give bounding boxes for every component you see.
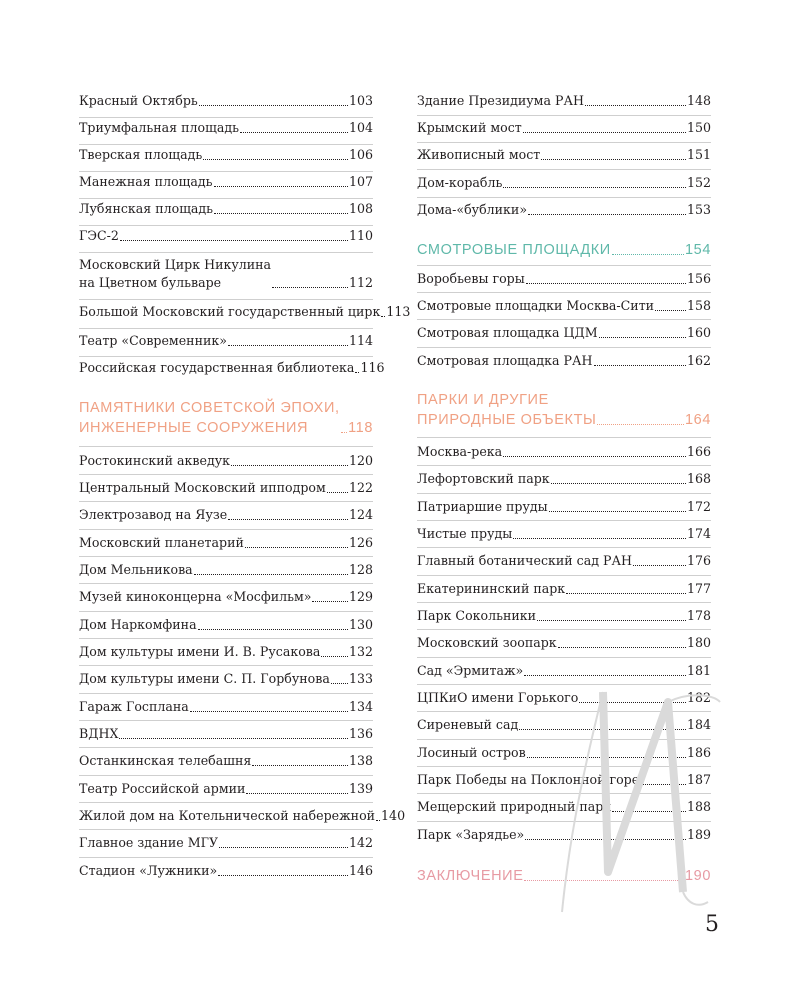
toc-entry-page: 106 — [348, 147, 373, 162]
toc-entry-title: Московский зоопарк — [417, 635, 557, 650]
toc-entry-page: 148 — [686, 93, 711, 108]
toc-entry-title: Театр Российской армии — [79, 781, 246, 796]
dot-leader — [119, 738, 348, 739]
toc-entry[interactable] — [417, 201, 711, 219]
dot-leader — [523, 132, 686, 133]
toc-entry-title: Мещерский природный парк — [417, 799, 612, 814]
toc-entry[interactable] — [79, 119, 373, 137]
toc-entry[interactable] — [79, 807, 406, 825]
divider — [79, 117, 373, 118]
section-title-line: ИНЖЕНЕРНЫЕ СООРУЖЕНИЯ — [79, 420, 309, 436]
toc-entry-title: Дом Мельникова — [79, 562, 193, 577]
dot-leader — [194, 574, 348, 575]
divider — [417, 629, 711, 630]
divider — [79, 252, 373, 253]
divider — [79, 474, 373, 475]
toc-entry-title: Лубянская площадь — [79, 201, 214, 216]
toc-entry-page: 166 — [686, 444, 711, 459]
divider — [417, 602, 711, 603]
toc-entry-title: Екатерининский парк — [417, 581, 566, 596]
toc-entry-page: 151 — [686, 147, 711, 162]
dot-leader — [579, 702, 686, 703]
dot-leader — [612, 811, 686, 812]
section-title — [417, 390, 596, 430]
toc-entry[interactable] — [79, 616, 373, 634]
toc-entry-page: 158 — [686, 298, 711, 313]
dot-leader — [528, 214, 686, 215]
toc-entry-page: 108 — [348, 201, 373, 216]
toc-entry[interactable] — [417, 443, 711, 461]
toc-entry-title: Московский планетарий — [79, 535, 244, 550]
toc-entry-title: Гараж Госплана — [79, 699, 189, 714]
divider — [79, 857, 373, 858]
toc-entry-page: 189 — [686, 827, 711, 842]
section-title: СМОТРОВЫЕ ПЛОЩАДКИ — [417, 242, 611, 258]
divider — [79, 356, 373, 357]
dot-leader — [321, 656, 348, 657]
dot-leader — [655, 310, 686, 311]
dot-leader — [519, 729, 686, 730]
section-page: 190 — [685, 868, 711, 884]
toc-entry-page: 182 — [686, 690, 711, 705]
divider — [79, 299, 373, 300]
toc-entry-title: Дом-корабль — [417, 175, 503, 190]
divider — [417, 575, 711, 576]
dot-leader — [612, 254, 684, 255]
toc-entry[interactable] — [79, 698, 373, 716]
toc-entry-title: ГЭС-2 — [79, 228, 119, 243]
section-page: 164 — [685, 412, 711, 428]
dot-leader — [566, 593, 686, 594]
toc-entry-page: 168 — [686, 471, 711, 486]
toc-entry-page: 156 — [686, 271, 711, 286]
toc-entry-title: Большой Московский государственный цирк — [79, 304, 381, 319]
toc-entry-title: Центральный Московский ипподром — [79, 480, 326, 495]
toc-entry-page: 181 — [686, 663, 711, 678]
toc-entry-title: Триумфальная площадь — [79, 120, 239, 135]
toc-entry-page: 126 — [348, 535, 373, 550]
divider — [417, 347, 711, 348]
toc-entry[interactable] — [79, 561, 373, 579]
toc-entry-page: 132 — [348, 644, 373, 659]
toc-entry-title: Российская государственная библиотека — [79, 360, 355, 375]
toc-entry-page: 103 — [348, 93, 373, 108]
toc-entry-page: 160 — [686, 325, 711, 340]
dot-leader — [633, 565, 686, 566]
dot-leader — [558, 647, 686, 648]
toc-entry[interactable] — [417, 352, 711, 370]
dot-leader — [541, 159, 686, 160]
toc-entry[interactable] — [417, 470, 711, 488]
divider — [79, 775, 373, 776]
toc-entry[interactable] — [79, 227, 373, 245]
toc-entry-title: Главное здание МГУ — [79, 835, 219, 850]
divider — [417, 437, 711, 438]
section-page: 118 — [348, 420, 373, 436]
section-heading[interactable] — [417, 866, 711, 886]
dot-leader — [341, 432, 347, 433]
divider — [79, 198, 373, 199]
dot-leader — [231, 465, 348, 466]
toc-entry-page: 122 — [348, 480, 373, 495]
toc-entry-title: Дома-«бублики» — [417, 202, 528, 217]
toc-entry-title: Останкинская телебашня — [79, 753, 252, 768]
toc-entry-page: 142 — [348, 835, 373, 850]
dot-leader — [524, 880, 684, 881]
toc-entry[interactable] — [417, 146, 711, 164]
toc-entry[interactable] — [79, 359, 385, 377]
dot-leader — [252, 765, 348, 766]
toc-entry-page: 128 — [348, 562, 373, 577]
divider — [417, 821, 711, 822]
toc-entry-title: Стадион «Лужники» — [79, 863, 218, 878]
section-heading[interactable] — [417, 390, 711, 430]
dot-leader — [312, 601, 347, 602]
dot-leader — [190, 711, 348, 712]
toc-entry-page: 188 — [686, 799, 711, 814]
toc-entry-page: 153 — [686, 202, 711, 217]
toc-entry-page: 174 — [686, 526, 711, 541]
divider — [417, 493, 711, 494]
divider — [79, 829, 373, 830]
divider — [417, 520, 711, 521]
dot-leader — [198, 629, 348, 630]
toc-entry-title: Дом культуры имени И. В. Русакова — [79, 644, 321, 659]
toc-entry[interactable] — [79, 670, 373, 688]
toc-entry-title: Ростокинский акведук — [79, 453, 230, 468]
toc-entry-page: 112 — [348, 275, 373, 290]
toc-entry[interactable] — [417, 498, 711, 516]
divider — [417, 197, 711, 198]
toc-entry-title: Парк «Зарядье» — [417, 827, 525, 842]
toc-entry-title: Музей киноконцерна «Мосфильм» — [79, 589, 312, 604]
toc-entry-title: Чистые пруды — [417, 526, 513, 541]
divider — [417, 739, 711, 740]
section-heading[interactable] — [79, 398, 373, 438]
toc-entry-title: Патриаршие пруды — [417, 499, 548, 514]
divider — [79, 611, 373, 612]
toc-entry[interactable] — [417, 324, 711, 342]
toc-entry-page: 134 — [348, 699, 373, 714]
toc-entry-page: 150 — [686, 120, 711, 135]
dot-leader — [503, 456, 686, 457]
toc-entry-title-line: Московский Цирк Никулина — [79, 257, 272, 272]
toc-entry[interactable] — [79, 643, 373, 661]
toc-entry-title: ВДНХ — [79, 726, 119, 741]
toc-entry-title: Смотровые площадки Москва-Сити — [417, 298, 655, 313]
toc-entry-page: 104 — [348, 120, 373, 135]
divider — [79, 529, 373, 530]
toc-entry[interactable] — [417, 607, 711, 625]
toc-entry[interactable] — [417, 92, 711, 110]
toc-entry[interactable] — [79, 725, 373, 743]
toc-entry[interactable] — [79, 588, 373, 606]
toc-entry-title: Сад «Эрмитаж» — [417, 663, 524, 678]
toc-entry-title: Воробьевы горы — [417, 271, 525, 286]
section-page: 154 — [685, 242, 711, 258]
toc-entry-page: 146 — [348, 863, 373, 878]
divider — [79, 665, 373, 666]
toc-entry[interactable] — [417, 297, 711, 315]
dot-leader — [272, 287, 348, 288]
toc-entry[interactable] — [417, 552, 711, 570]
toc-entry[interactable] — [79, 452, 373, 470]
toc-entry-title: Москва-река — [417, 444, 503, 459]
dot-leader — [228, 519, 348, 520]
toc-entry[interactable] — [417, 662, 711, 680]
toc-entry-page: 116 — [360, 360, 385, 375]
divider — [79, 802, 373, 803]
divider — [417, 142, 711, 143]
dot-leader — [214, 186, 348, 187]
dot-leader — [327, 492, 348, 493]
toc-entry[interactable] — [79, 332, 373, 350]
divider — [417, 793, 711, 794]
dot-leader — [503, 187, 686, 188]
toc-entry-title: Парк Сокольники — [417, 608, 537, 623]
divider — [79, 556, 373, 557]
toc-entry[interactable] — [417, 771, 711, 789]
toc-entry[interactable] — [417, 634, 711, 652]
dot-leader — [599, 337, 686, 338]
toc-entry-title: Жилой дом на Котельнической набережной — [79, 808, 376, 823]
dot-leader — [355, 372, 359, 373]
toc-entry[interactable] — [417, 826, 711, 844]
dot-leader — [331, 683, 348, 684]
dot-leader — [551, 483, 686, 484]
divider — [79, 328, 373, 329]
divider — [417, 319, 711, 320]
toc-entry-page: 152 — [686, 175, 711, 190]
toc-entry-title: Парк Победы на Поклонной горе — [417, 772, 640, 787]
section-title: ЗАКЛЮЧЕНИЕ — [417, 868, 524, 884]
divider — [79, 638, 373, 639]
toc-entry-page: 178 — [686, 608, 711, 623]
dot-leader — [640, 784, 686, 785]
toc-entry-title: Смотровая площадка ЦДМ — [417, 325, 598, 340]
toc-entry-page: 139 — [348, 781, 373, 796]
toc-entry-title: Сиреневый сад — [417, 717, 519, 732]
toc-entry-page: 110 — [348, 228, 373, 243]
divider — [79, 501, 373, 502]
toc-entry-page: 120 — [348, 453, 373, 468]
divider — [79, 583, 373, 584]
dot-leader — [524, 675, 686, 676]
toc-entry-title: Лефортовский парк — [417, 471, 550, 486]
dot-leader — [246, 793, 348, 794]
toc-entry[interactable] — [79, 862, 373, 880]
dot-leader — [218, 875, 348, 876]
dot-leader — [203, 159, 348, 160]
toc-entry-title: Манежная площадь — [79, 174, 213, 189]
toc-entry-page: 138 — [348, 753, 373, 768]
divider — [417, 766, 711, 767]
divider — [417, 115, 711, 116]
toc-entry-page: 172 — [686, 499, 711, 514]
toc-entry[interactable] — [417, 174, 711, 192]
toc-entry[interactable] — [417, 744, 711, 762]
dot-leader — [219, 847, 348, 848]
toc-entry-title — [79, 256, 271, 292]
toc-entry-page: 124 — [348, 507, 373, 522]
dot-leader — [527, 757, 686, 758]
toc-entry[interactable] — [79, 834, 373, 852]
dot-leader — [376, 820, 380, 821]
toc-entry[interactable] — [79, 92, 373, 110]
toc-entry[interactable] — [79, 780, 373, 798]
divider — [417, 547, 711, 548]
toc-entry-page: 129 — [348, 589, 373, 604]
section-title-line: ПАРКИ И ДРУГИЕ — [417, 392, 549, 408]
toc-entry[interactable] — [417, 525, 711, 543]
toc-entry-page: 133 — [348, 671, 373, 686]
section-title-line: ПРИРОДНЫЕ ОБЪЕКТЫ — [417, 412, 597, 428]
toc-entry-title: Смотровая площадка РАН — [417, 353, 593, 368]
dot-leader — [214, 213, 348, 214]
section-heading[interactable] — [417, 240, 711, 260]
divider — [79, 446, 373, 447]
dot-leader — [549, 511, 686, 512]
toc-entry-title: Живописный мост — [417, 147, 541, 162]
toc-entry-page: 140 — [381, 808, 406, 823]
toc-entry-page: 162 — [686, 353, 711, 368]
toc-entry-page: 186 — [686, 745, 711, 760]
toc-entry-title: Красный Октябрь — [79, 93, 198, 108]
section-title — [79, 398, 340, 438]
dot-leader — [585, 105, 686, 106]
toc-entry[interactable] — [417, 580, 711, 598]
dot-leader — [526, 283, 686, 284]
toc-entry[interactable] — [417, 798, 711, 816]
toc-entry[interactable] — [79, 200, 373, 218]
toc-entry[interactable] — [79, 256, 373, 292]
toc-entry-page: 180 — [686, 635, 711, 650]
toc-entry-title: ЦПКиО имени Горького — [417, 690, 579, 705]
toc-entry-title: Здание Президиума РАН — [417, 93, 584, 108]
toc-entry[interactable] — [79, 506, 373, 524]
toc-entry[interactable] — [79, 303, 411, 321]
dot-leader — [228, 345, 348, 346]
dot-leader — [120, 240, 348, 241]
divider — [79, 693, 373, 694]
dot-leader — [199, 105, 348, 106]
dot-leader — [245, 547, 348, 548]
dot-leader — [525, 839, 686, 840]
toc-entry[interactable] — [79, 534, 373, 552]
divider — [79, 171, 373, 172]
toc-entry-title: Лосиный остров — [417, 745, 526, 760]
toc-entry-page: 113 — [386, 304, 411, 319]
toc-entry-page: 136 — [348, 726, 373, 741]
dot-leader — [240, 132, 348, 133]
toc-entry-title: Дом культуры имени С. П. Горбунова — [79, 671, 330, 686]
divider — [417, 292, 711, 293]
toc-entry[interactable] — [417, 119, 711, 137]
toc-entry[interactable] — [79, 479, 373, 497]
divider — [417, 657, 711, 658]
toc-entry-title: Главный ботанический сад РАН — [417, 553, 632, 568]
toc-entry[interactable] — [79, 146, 373, 164]
dot-leader — [381, 316, 385, 317]
divider — [417, 265, 711, 266]
toc-entry-page: 114 — [348, 333, 373, 348]
divider — [79, 225, 373, 226]
section-title-line: ПАМЯТНИКИ СОВЕТСКОЙ ЭПОХИ, — [79, 400, 340, 416]
divider — [79, 720, 373, 721]
toc-entry[interactable] — [79, 173, 373, 191]
toc-entry-page: 107 — [348, 174, 373, 189]
toc-entry-title: Тверская площадь — [79, 147, 203, 162]
dot-leader — [513, 538, 686, 539]
page-number: 5 — [705, 912, 719, 937]
toc-entry-page: 177 — [686, 581, 711, 596]
toc-entry-title: Электрозавод на Яузе — [79, 507, 228, 522]
toc-entry-page: 176 — [686, 553, 711, 568]
toc-entry-title-line: на Цветном бульваре — [79, 275, 222, 290]
toc-entry-page: 130 — [348, 617, 373, 632]
divider — [79, 144, 373, 145]
toc-entry[interactable] — [79, 752, 373, 770]
divider — [417, 169, 711, 170]
toc-entry-title: Дом Наркомфина — [79, 617, 197, 632]
divider — [417, 684, 711, 685]
dot-leader — [537, 620, 686, 621]
divider — [417, 465, 711, 466]
toc-entry-page: 184 — [686, 717, 711, 732]
toc-entry-title: Театр «Современник» — [79, 333, 227, 348]
dot-leader — [594, 365, 686, 366]
divider — [79, 747, 373, 748]
toc-entry-title: Крымский мост — [417, 120, 522, 135]
dot-leader — [597, 424, 684, 425]
toc-entry[interactable] — [417, 270, 711, 288]
divider — [417, 711, 711, 712]
toc-entry[interactable] — [417, 689, 711, 707]
toc-entry[interactable] — [417, 716, 711, 734]
toc-entry-page: 187 — [686, 772, 711, 787]
